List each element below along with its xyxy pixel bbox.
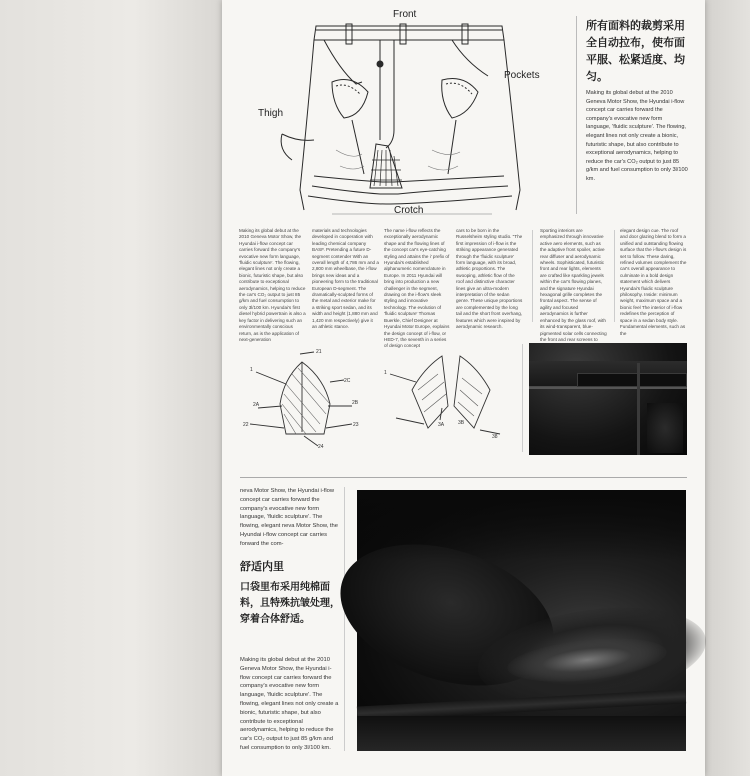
diagram-label: 1 xyxy=(384,370,387,376)
label-pockets: Pockets xyxy=(504,70,540,81)
comfortable-lining-body: 口袋里布采用纯棉面料，且特殊抗皱处理，穿着合体舒适。 xyxy=(240,582,340,625)
text-column-3: The name i-flow reflects the exceptionally aerodynamic shape and the flowing lines of the concept car's eye-catching styling and attains the i' prefix of Hyundai's established alphanumeric nomenclature in Europe. In 2011 Hyundai will bring into production a new challenger in the segment, drawing on the i-flow's sleek styling and innovative technology. The evolution of 'fluidic sculpture' Thomas Buerkle, Chief Designer at Hyundai Motor Europe, explains the design concept of i-flow, or HED-7, the seventh in a series of design concept xyxy=(384,228,450,349)
diagram-label: 24 xyxy=(318,444,324,450)
column-divider xyxy=(522,344,523,452)
fabric-cutting-heading: 所有面料的裁剪采用全自动拉布，使布面平服、松紧适度、均匀。 xyxy=(586,19,685,83)
text-column-2: materials and technologies developed in cooperation with leading chemical company BASF. Pretending a future D-segment contender With an overall length of 4,786 mm and a 2,800 mm wheelbase, the i-flow brings new ideas and a pioneering form to the traditional European D-segment. The dramatically-sculpted forms of the metal and exterior make for a striking sport sedan, and its width and height (1,880 mm and 1,420 mm respectively) give it an athletic stance. xyxy=(312,228,379,330)
text-column-5: Sporting interiors are emphasized through innovative active aero elements, such as the adaptive front spoiler, active rear diffuser and aerodynamic wheels. Sophisticated, futuristic front and rear lights, elements are crafted like sparkling jewels within the car's flowing planes, and the signature Hyundai hexagonal grille completes the frontal aspect. The sense of agility and focused aerodynamics is further enhanced by the glass roof, with its wind-transparent, blue-pigmented solar cells connecting the front and rear screens to xyxy=(540,228,607,342)
diagram-label: 3B xyxy=(458,420,465,426)
lower-left-bottom-text: Making its global debut at the 2010 Geneva Motor Show, the Hyundai i-flow concept car carries forward the company's evocative new form language, 'fluidic sculpture'. The flowing, elegant lines not only create a bionic, futuristic shape, but also contribute to exceptional aerodynamics, helping to reduce the car's CO₂ output to just 85 g/km and fuel consumption to only 3l/100 km. xyxy=(240,657,339,751)
diagram-label: 2A xyxy=(253,402,260,408)
diagram-label: 38 xyxy=(492,434,498,440)
column-divider xyxy=(576,16,577,214)
waistband-photo xyxy=(529,343,687,455)
text-column-4: cars to be born in the Russelsheim styling studio. "The first impression of i-flow is the striking appearance generated through the 'fluidic sculpture' form language, with its broad, athletic proportions. The swooping, athletic flow of the roof and distinctive character lines give an ultra-modern interpretation of the sedan genre. These unique proportions are complemented by the long tail and the short front overhang, features which were inspired by aerodynamic research. xyxy=(456,228,523,330)
background-left xyxy=(0,0,222,776)
label-front: Front xyxy=(393,9,417,20)
comfortable-lining-title: 舒适内里 xyxy=(240,560,284,573)
text-column-1: Making its global debut at the 2010 Geneva Motor Show, the Hyundai i-flow concept car carries forward the company's evocative new form language, 'fluidic sculpture'. The flowing, elegant lines not only create a bionic, futuristic shape, but also contribute to exceptional aerodynamics, helping to reduce the car's CO₂ output to just 85 g/km and fuel consumption to only 3l/100 km. Hyundai's first diesel hybrid powertrain is also a key factor in delivering such an environmentally conscious return, as is the application of next-generation xyxy=(239,228,306,342)
diagram-label: 2C xyxy=(344,378,351,384)
label-crotch: Crotch xyxy=(394,205,424,216)
lower-left-top-text: neva Motor Show, the Hyundai i-flow concept car carries forward the company's evocative new form language, 'fluidic sculpture'. The flowing, elegant neva Motor Show, the Hyundai i-flow concept car carries forward the com- xyxy=(240,488,338,547)
pocket-lining-photo xyxy=(357,490,686,751)
gusset-diagram-right xyxy=(382,350,518,446)
background-right xyxy=(705,0,750,776)
diagram-label: 22 xyxy=(243,422,249,428)
diagram-label: 1 xyxy=(250,367,253,373)
column-divider xyxy=(614,230,615,322)
label-thigh: Thigh xyxy=(258,108,284,119)
gusset-diagram-left xyxy=(240,344,370,452)
diagram-label: 2B xyxy=(352,400,359,406)
column-divider xyxy=(532,230,533,322)
diagram-label: 23 xyxy=(353,422,359,428)
catalog-page xyxy=(222,0,705,776)
column-divider xyxy=(344,487,345,751)
top-right-body: Making its global debut at the 2010 Geneva Motor Show, the Hyundai i-flow concept car carries forward the company's evocative new form language, 'fluidic sculpture'. The flowing, elegant lines not only create a bionic, futuristic shape, but also contribute to exceptional aerodynamics, helping to reduce the car's CO₂ output to just 85 g/km and fuel consumption to only 3l/100 km. xyxy=(586,90,688,182)
section-divider xyxy=(240,477,687,478)
diagram-label: 3A xyxy=(438,422,445,428)
diagram-label: 21 xyxy=(316,349,322,355)
trouser-technical-drawing xyxy=(252,0,527,222)
text-column-6: elegant design cue. The roof and door glazing blend to form a unified and outstanding flowing surface that the i-flow's design is set to follow. These daring, refined volumes complement the car's overall appearance to culminate in a bold design statement which delivers Hyundai's fluidic sculpture philosophy. Inside: minimum weight, maximum space and a bionic feel The interior of i-flow redefines the perception of space in a sedan body style. Fundamental elements, such as the xyxy=(620,228,687,336)
